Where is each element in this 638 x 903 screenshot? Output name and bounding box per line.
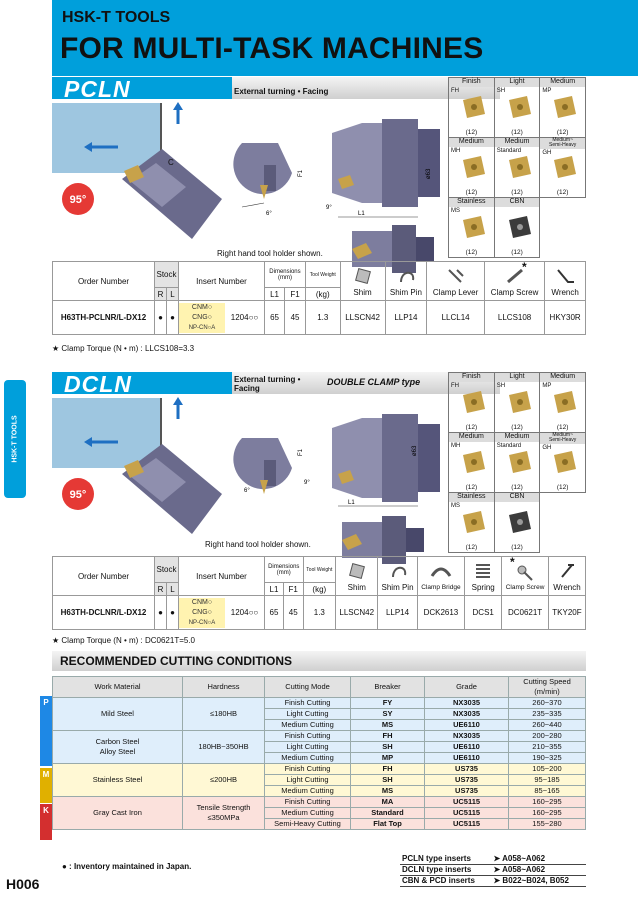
pcln-f1-label: F1 <box>298 169 304 177</box>
rcc-breaker: MP <box>351 753 425 764</box>
dcln-h-screw-label: Clamp Screw <box>505 583 545 591</box>
pcln-insert-head: CBN <box>495 198 540 207</box>
pcln-name: PCLN <box>64 76 131 102</box>
rcc-grade: UE6110 <box>425 742 509 753</box>
dcln-insert-count: (12) <box>511 484 523 491</box>
pcln-h-lever-label: Clamp Lever <box>432 287 479 297</box>
pcln-insert-cell[interactable] <box>540 138 586 198</box>
dcln-star: * <box>510 555 515 569</box>
dcln-insert-count: (12) <box>465 484 478 491</box>
rcc-speed: 95~185 <box>509 775 586 786</box>
pcln-insert-grid <box>448 77 586 258</box>
rcc-hardness-cast: Tensile Strength ≤350MPa <box>183 797 265 830</box>
pcln-insert-count: (12) <box>556 129 569 136</box>
dcln-insert-head: Medium <box>449 433 494 442</box>
pcln-product-row[interactable] <box>53 301 586 335</box>
dcln-insert-code: GH <box>542 445 552 451</box>
dcln-h-f1: F1 <box>283 583 303 596</box>
dcln-angle: 95° <box>69 489 87 501</box>
dcln-h-bridge <box>417 557 465 596</box>
pcln-insert-count: (12) <box>556 189 569 196</box>
dcln-h-dim: Dimensions (mm) <box>265 557 304 583</box>
pcln-h-r: R <box>155 288 167 301</box>
shim-icon <box>348 266 378 286</box>
pcln-h-screw <box>484 262 544 301</box>
dcln-h-l: L <box>167 583 179 596</box>
dcln-insert-count: (12) <box>556 424 569 431</box>
dcln-name-bar <box>52 371 232 397</box>
pcln-h-stock: Stock <box>155 262 179 288</box>
clamp-lever-icon <box>441 266 471 286</box>
pcln-insert-count: (12) <box>511 129 523 136</box>
pcln-insert-cell[interactable] <box>494 198 540 258</box>
rcc-breaker: Standard <box>351 808 425 819</box>
rcc-mode: Finish Cutting <box>265 698 351 709</box>
pcln-h-insert: Insert Number <box>179 262 265 301</box>
dcln-operation: External turning • Facing <box>234 375 301 393</box>
pcln-insert-count: (12) <box>511 189 523 196</box>
header-small-title: HSK-T TOOLS <box>62 9 171 26</box>
dcln-insert-np: NP-CN○A <box>188 619 216 626</box>
rcc-title-bar <box>52 651 586 671</box>
pcln-h-wrench-label: Wrench <box>551 287 579 297</box>
rcc-speed: 160~295 <box>509 797 586 808</box>
pcln-angle: 95° <box>69 194 87 206</box>
table-row <box>53 698 586 709</box>
pcln-insert-size: 1204○○ <box>230 313 259 322</box>
dcln-h-order: Order Number <box>53 557 155 596</box>
rcc-grade: US735 <box>425 775 509 786</box>
dcln-side-view <box>304 414 440 506</box>
inventory-note: ● : Inventory maintained in Japan. <box>62 862 192 871</box>
rcc-mode: Medium Cutting <box>265 808 351 819</box>
dcln-weight: 1.3 <box>303 596 336 630</box>
pcln-h-l1: L1 <box>265 288 285 301</box>
dcln-insert-head: CBN <box>495 493 540 502</box>
pcln-f1: 45 <box>285 301 306 335</box>
dcln-workpiece <box>52 398 160 468</box>
rcc-grade: UE6110 <box>425 753 509 764</box>
dcln-insert-cell[interactable] <box>540 373 586 433</box>
rcc-breaker: MS <box>351 720 425 731</box>
dcln-pin: LLP14 <box>378 596 417 630</box>
table-row <box>53 764 586 775</box>
pcln-h-weight: Tool Weight <box>305 262 340 288</box>
rcc-grade: NX3035 <box>425 709 509 720</box>
rcc-mode: Light Cutting <box>265 775 351 786</box>
dcln-insert-head: Stainless <box>449 493 494 502</box>
pcln-insert-cell[interactable] <box>540 78 586 138</box>
rcc-grade: UC5115 <box>425 808 509 819</box>
star-icon: ★ <box>52 344 60 353</box>
pcln-stock-l: ● <box>167 301 179 335</box>
star-icon: ★ <box>52 636 60 645</box>
pcln-insert-count: (12) <box>465 129 478 136</box>
rcc-hardness-stainless: ≤200HB <box>183 764 265 797</box>
pcln-workpiece <box>52 103 160 173</box>
dcln-h-spring <box>465 557 502 596</box>
list-item[interactable] <box>400 875 586 886</box>
dcln-insert-cnm: CNM○ <box>191 598 213 606</box>
dcln-h-shim-label: Shim <box>347 582 366 592</box>
dcln-name: DCLN <box>64 371 132 397</box>
dcln-product-row[interactable] <box>53 596 586 630</box>
rcc-breaker: FY <box>351 698 425 709</box>
pcln-insert-cell[interactable] <box>449 198 495 258</box>
rcc-h-breaker: Breaker <box>351 677 425 698</box>
pcln-angle-9: 9° <box>326 205 332 211</box>
rcc-speed: 160~295 <box>509 808 586 819</box>
ref-pages[interactable]: ➤ A058~A062 <box>492 864 587 875</box>
dcln-insert-number <box>179 596 265 630</box>
rcc-grade: UC5115 <box>425 819 509 830</box>
pcln-name-bar <box>52 76 232 102</box>
dcln-h-pin-label: Shim Pin <box>381 582 414 592</box>
dcln-section <box>52 372 586 652</box>
dcln-shim: LLSCN42 <box>336 596 378 630</box>
dcln-insert-code: MH <box>451 443 461 449</box>
pcln-screw: LLCS108 <box>484 301 544 335</box>
rcc-hardness-mild: ≤180HB <box>183 698 265 731</box>
rcc-mode: Medium Cutting <box>265 786 351 797</box>
ref-label: DCLN type inserts <box>400 864 492 875</box>
dcln-insert-head: Medium <box>495 433 540 442</box>
rcc-speed: 260~440 <box>509 720 586 731</box>
dcln-order-number[interactable]: H63TH-DCLNR/L-DX12 <box>53 596 155 630</box>
pcln-angle-6: 6° <box>266 211 272 217</box>
dcln-insert-count: (12) <box>511 424 523 431</box>
dcln-insert-cell[interactable] <box>494 433 540 493</box>
dcln-h-screw <box>502 557 549 596</box>
dcln-h-bridge-label: Clamp Bridge <box>421 583 461 591</box>
dcln-insert-cell[interactable] <box>449 493 495 553</box>
dcln-insert-cng: CNG○ <box>192 608 212 616</box>
pcln-insert-cell[interactable] <box>494 138 540 198</box>
pcln-insert-head: Medium~ Semi-Heavy <box>540 138 585 149</box>
rcc-speed: 85~165 <box>509 786 586 797</box>
dcln-insert-code: SH <box>496 383 506 389</box>
dcln-h-weight: Tool Weight <box>303 557 336 583</box>
rcc-breaker: SY <box>351 709 425 720</box>
rcc-title: RECOMMENDED CUTTING CONDITIONS <box>60 654 292 668</box>
rcc-speed: 200~280 <box>509 731 586 742</box>
dcln-type: DOUBLE CLAMP type <box>327 377 421 387</box>
pcln-stock-r: ● <box>155 301 167 335</box>
table-row <box>53 797 586 808</box>
pcln-pin: LLP14 <box>385 301 427 335</box>
shim-pin-icon <box>391 266 421 286</box>
dcln-insert-code: FH <box>451 383 459 389</box>
pcln-insert-cng: CNG○ <box>192 313 212 321</box>
pcln-insert-code: Standard <box>496 148 522 154</box>
rcc-grade: UC5115 <box>425 797 509 808</box>
list-item[interactable] <box>400 853 586 864</box>
pcln-insert-head: Medium <box>495 138 540 147</box>
pcln-shim: LLSCN42 <box>340 301 385 335</box>
pcln-h-f1: F1 <box>285 288 306 301</box>
rcc-breaker: FH <box>351 731 425 742</box>
rcc-h-material: Work Material <box>53 677 183 698</box>
wrench-icon <box>552 561 582 581</box>
pcln-lever: LLCL14 <box>427 301 485 335</box>
dcln-f1: 45 <box>283 596 303 630</box>
pcln-h-l: L <box>167 288 179 301</box>
rcc-mode: Light Cutting <box>265 709 351 720</box>
rcc-mode: Medium Cutting <box>265 720 351 731</box>
rcc-speed: 235~335 <box>509 709 586 720</box>
rcc-speed: 260~370 <box>509 698 586 709</box>
pcln-insert-count: (12) <box>465 249 478 256</box>
pcln-wrench: HKY30R <box>545 301 586 335</box>
rcc-table <box>52 676 586 830</box>
rcc-mode: Medium Cutting <box>265 753 351 764</box>
rcc-mode: Finish Cutting <box>265 764 351 775</box>
wrench-icon <box>550 266 580 286</box>
header-big-title: FOR MULTI-TASK MACHINES <box>60 32 484 65</box>
dcln-h-stock: Stock <box>155 557 179 583</box>
dcln-insert-grid <box>448 372 586 553</box>
rcc-h-grade: Grade <box>425 677 509 698</box>
rcc-grade: NX3035 <box>425 731 509 742</box>
pcln-insert-cnm: CNM○ <box>191 303 213 311</box>
rcc-mode: Finish Cutting <box>265 797 351 808</box>
rcc-mode: Light Cutting <box>265 742 351 753</box>
pcln-insert-head: Medium <box>449 138 494 147</box>
dcln-h-spring-label: Spring <box>471 582 495 592</box>
pcln-insert-empty <box>540 198 586 258</box>
ref-pages[interactable]: ➤ A058~A062 <box>492 853 587 864</box>
pcln-front-view <box>233 143 304 217</box>
pcln-spec-table <box>52 261 586 335</box>
rcc-breaker: MA <box>351 797 425 808</box>
dcln-insert-cell[interactable] <box>494 493 540 553</box>
dcln-spring: DCS1 <box>465 596 502 630</box>
dcln-insert-head: Finish <box>449 373 494 382</box>
dcln-caption: Right hand tool holder shown. <box>205 540 311 549</box>
pcln-h-lever <box>427 262 485 301</box>
rcc-speed: 105~200 <box>509 764 586 775</box>
pcln-h-kg: (kg) <box>305 288 340 301</box>
dcln-stock-r: ● <box>155 596 167 630</box>
pcln-h-dim: Dimensions (mm) <box>265 262 306 288</box>
pcln-side-view <box>326 119 440 217</box>
dcln-wrench: TKY20F <box>548 596 585 630</box>
dcln-h-pin <box>378 557 417 596</box>
pcln-insert-np: NP-CN○A <box>188 324 216 331</box>
rcc-speed: 155~280 <box>509 819 586 830</box>
pcln-h-order: Order Number <box>53 262 155 301</box>
rcc-material-carbon: Carbon Steel Alloy Steel <box>53 731 183 764</box>
pcln-diameter-label: ø63 <box>426 168 432 179</box>
dcln-insert-count: (12) <box>556 484 569 491</box>
dcln-insert-code: MP <box>542 383 552 389</box>
dcln-insert-cell[interactable] <box>449 433 495 493</box>
pcln-torque-text: Clamp Torque (N • m) : LLCS108=3.3 <box>61 344 195 353</box>
dcln-stock-l: ● <box>167 596 179 630</box>
rcc-material-mild: Mild Steel <box>53 698 183 731</box>
pcln-insert-head: Stainless <box>449 198 494 207</box>
dcln-insert-count: (12) <box>511 544 523 551</box>
pcln-star: * <box>522 260 527 274</box>
dcln-insert-head: Light <box>495 373 540 382</box>
rcc-header-row <box>53 677 586 698</box>
dcln-torque-text: Clamp Torque (N • m) : DC0621T=5.0 <box>61 636 195 645</box>
dcln-front-view <box>233 438 304 494</box>
rcc-h-mode: Cutting Mode <box>265 677 351 698</box>
dcln-diameter-label: ø63 <box>412 445 418 456</box>
rcc-material-stainless: Stainless Steel <box>53 764 183 797</box>
pcln-insert-head: Finish <box>449 78 494 87</box>
pcln-h-wrench <box>545 262 586 301</box>
shim-icon <box>342 561 372 581</box>
dcln-insert-head: Medium <box>540 373 585 382</box>
rcc-h-speed: Cutting Speed (m/min) <box>509 677 586 698</box>
table-row <box>53 731 586 742</box>
clamp-bridge-icon <box>426 562 456 582</box>
dcln-insert-code: MS <box>451 503 460 509</box>
pcln-h-pin <box>385 262 427 301</box>
rcc-mode: Semi-Heavy Cutting <box>265 819 351 830</box>
rcc-speed: 190~325 <box>509 753 586 764</box>
pcln-order-number[interactable]: H63TH-PCLNR/L-DX12 <box>53 301 155 335</box>
page-number: H006 <box>6 876 40 892</box>
dcln-insert-empty <box>540 493 586 553</box>
list-item[interactable] <box>400 864 586 875</box>
dcln-f1-label: F1 <box>298 448 304 456</box>
spring-icon <box>468 561 498 581</box>
pcln-insert-code: GH <box>542 150 552 156</box>
insert-reference-list <box>400 853 586 887</box>
pcln-section <box>52 77 586 357</box>
dcln-h-wrench-label: Wrench <box>553 582 581 592</box>
pcln-caption: Right hand tool holder shown. <box>217 249 323 258</box>
dcln-bridge: DCK2613 <box>417 596 465 630</box>
dcln-h-insert: Insert Number <box>179 557 265 596</box>
dcln-h-shim <box>336 557 378 596</box>
pcln-weight: 1.3 <box>305 301 340 335</box>
pcln-insert-count: (12) <box>511 249 523 256</box>
rcc-mode: Finish Cutting <box>265 731 351 742</box>
group-p-badge: P <box>40 696 52 766</box>
pcln-insert-number <box>179 301 265 335</box>
pcln-insert-count: (12) <box>465 189 478 196</box>
dcln-insert-count: (12) <box>465 544 478 551</box>
dcln-torque-note <box>52 636 195 645</box>
pcln-insert-code: MH <box>451 148 461 154</box>
dcln-h-kg: (kg) <box>303 583 336 596</box>
rcc-hardness-carbon: 180HB~350HB <box>183 731 265 764</box>
pcln-h-pin-label: Shim Pin <box>389 287 422 297</box>
dcln-angle-9: 9° <box>304 480 310 486</box>
rcc-h-hardness: Hardness <box>183 677 265 698</box>
svg-text:C: C <box>168 158 174 167</box>
rcc-grade: UE6110 <box>425 720 509 731</box>
pcln-insert-cell[interactable] <box>449 78 495 138</box>
rcc-grade: NX3035 <box>425 698 509 709</box>
rcc-breaker: SH <box>351 742 425 753</box>
side-tab-label: HSK-T TOOLS <box>11 415 19 463</box>
pcln-l1-label: L1 <box>358 211 365 217</box>
dcln-spec-table <box>52 556 586 630</box>
pcln-insert-head: Medium <box>540 78 585 87</box>
pcln-torque-note <box>52 344 194 353</box>
pcln-h-shim-label: Shim <box>353 287 372 297</box>
dcln-insert-cell[interactable] <box>449 373 495 433</box>
ref-pages[interactable]: ➤ B022~B024, B052 <box>492 875 587 886</box>
shim-pin-icon <box>383 561 413 581</box>
pcln-insert-cell[interactable] <box>494 78 540 138</box>
group-m-badge: M <box>40 768 52 803</box>
dcln-insert-size: 1204○○ <box>230 608 259 617</box>
pcln-insert-code: SH <box>496 88 506 94</box>
rcc-grade: US735 <box>425 786 509 797</box>
pcln-l1: 65 <box>265 301 285 335</box>
dcln-h-wrench <box>548 557 585 596</box>
dcln-insert-head: Medium~ Semi-Heavy <box>540 433 585 444</box>
dcln-insert-count: (12) <box>465 424 478 431</box>
dcln-screw: DC0621T <box>502 596 549 630</box>
ref-label: CBN & PCD inserts <box>400 875 492 886</box>
group-k-badge: K <box>40 804 52 840</box>
pcln-insert-code: FH <box>451 88 459 94</box>
rcc-breaker: MS <box>351 786 425 797</box>
dcln-h-r: R <box>155 583 167 596</box>
dcln-insert-cell[interactable] <box>494 373 540 433</box>
pcln-h-screw-label: Clamp Screw <box>490 287 539 297</box>
rcc-speed: 210~355 <box>509 742 586 753</box>
pcln-insert-code: MP <box>542 88 552 94</box>
rcc-breaker: Flat Top <box>351 819 425 830</box>
rcc-grade: US735 <box>425 764 509 775</box>
dcln-l1: 65 <box>265 596 284 630</box>
side-index-tab[interactable] <box>4 380 26 498</box>
rcc-breaker: FH <box>351 764 425 775</box>
dcln-insert-code: Standard <box>496 443 522 449</box>
rcc-breaker: SH <box>351 775 425 786</box>
pcln-insert-code: MS <box>451 208 460 214</box>
pcln-insert-head: Light <box>495 78 540 87</box>
pcln-insert-cell[interactable] <box>449 138 495 198</box>
pcln-operation: External turning • Facing <box>234 87 329 96</box>
dcln-angle-6: 6° <box>244 488 250 494</box>
ref-label: PCLN type inserts <box>400 853 492 864</box>
dcln-insert-cell[interactable] <box>540 433 586 493</box>
dcln-l1-label: L1 <box>348 500 355 506</box>
dcln-h-l1: L1 <box>265 583 284 596</box>
pcln-h-shim <box>340 262 385 301</box>
rcc-material-cast: Gray Cast Iron <box>53 797 183 830</box>
